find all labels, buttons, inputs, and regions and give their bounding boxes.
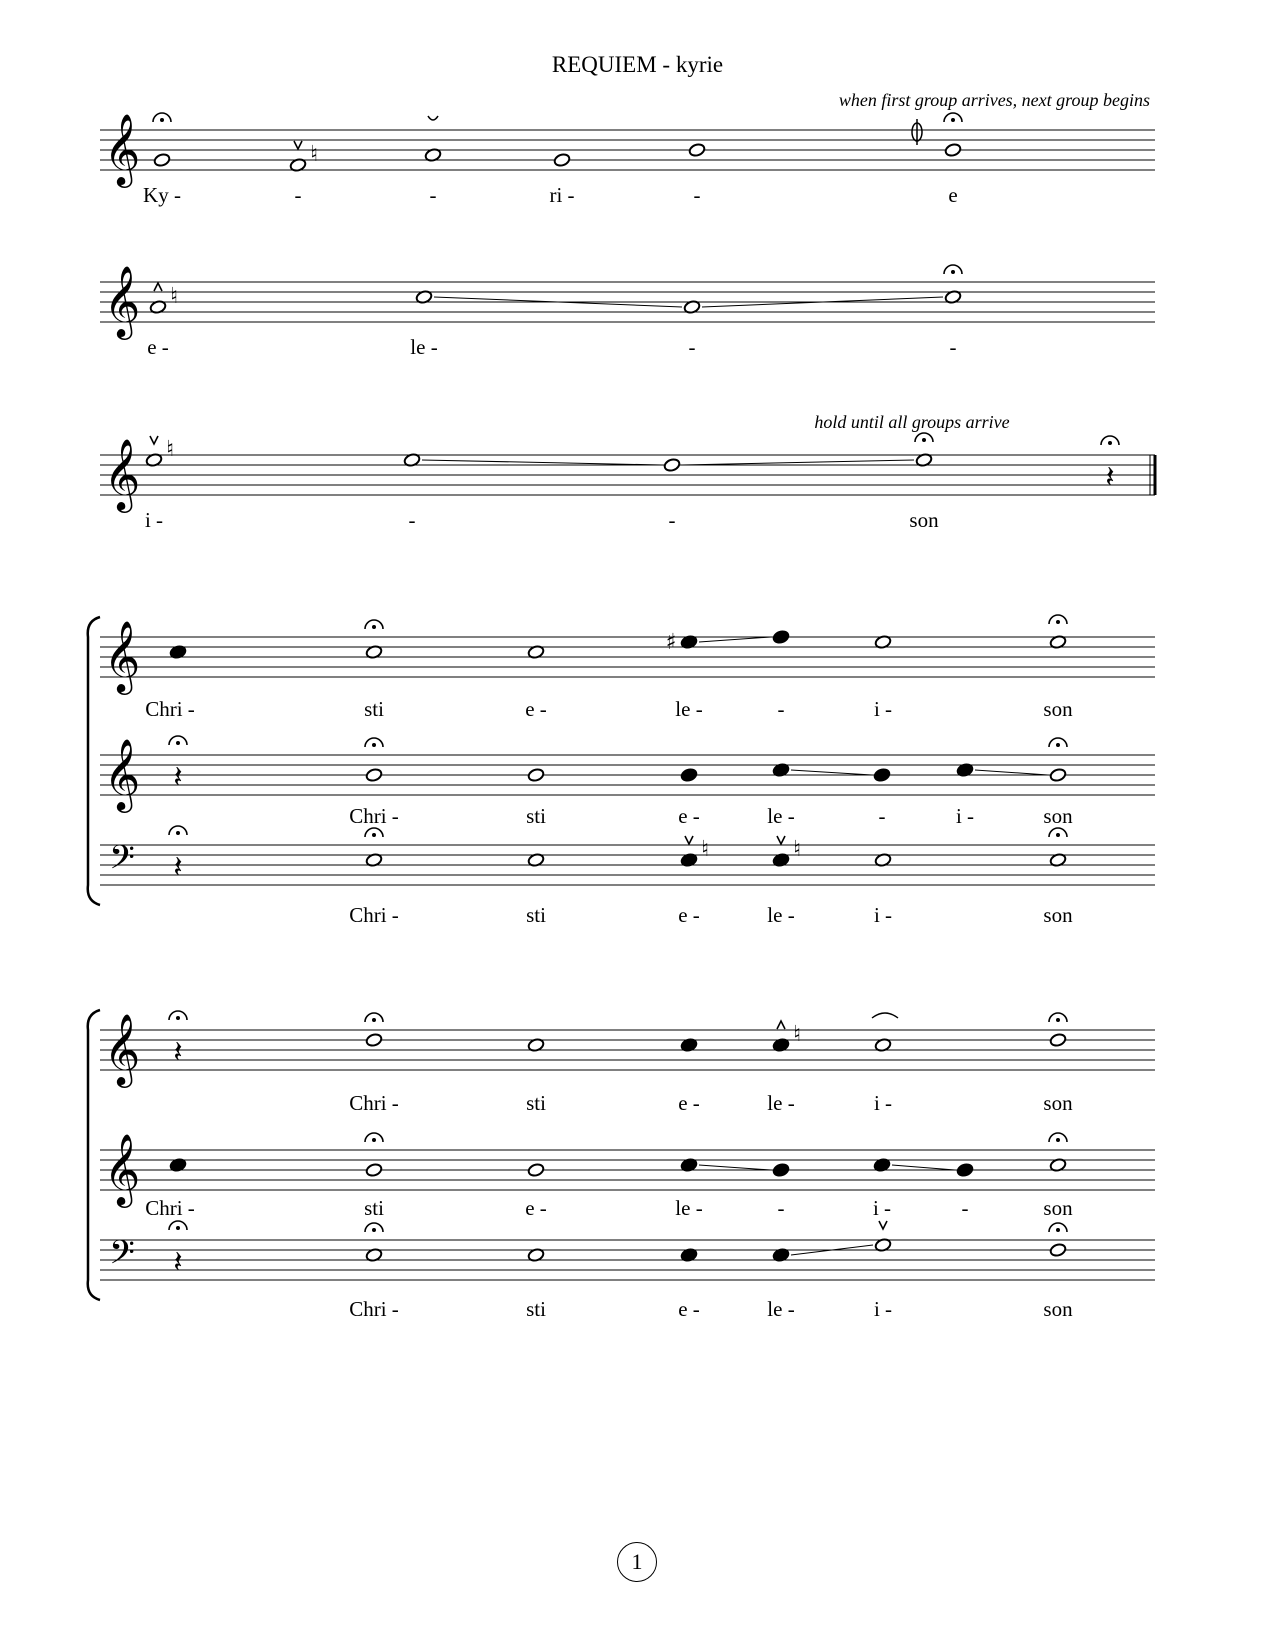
half-note <box>527 768 545 783</box>
lyric-syllable: - <box>878 804 886 828</box>
lyric-syllable: son <box>1043 1196 1073 1220</box>
fermata-icon <box>944 265 962 274</box>
staff <box>100 1221 1155 1321</box>
staff <box>100 736 1155 828</box>
quarter-note <box>772 1021 801 1052</box>
half-note <box>145 436 174 467</box>
quarter-note <box>680 836 709 867</box>
v-mark-icon <box>879 1221 887 1229</box>
glissando-line <box>699 1165 771 1170</box>
rest-icon: 𝄽 <box>173 760 183 795</box>
fermata-icon <box>365 620 383 629</box>
fermata-icon <box>1049 828 1067 837</box>
lyric-syllable: son <box>1043 1297 1073 1321</box>
fermata-icon <box>169 826 187 835</box>
fermata-icon <box>153 113 171 122</box>
fermata-icon <box>1049 1013 1067 1022</box>
quarter-note <box>772 836 801 867</box>
natural-icon: ♮ <box>793 837 801 862</box>
lyric-syllable: sti <box>526 804 546 828</box>
half-note <box>1049 615 1067 649</box>
notehead <box>772 630 790 645</box>
lyric-syllable: son <box>1043 804 1073 828</box>
lyric-syllable: e - <box>678 1091 700 1115</box>
fermata-icon <box>1049 615 1067 624</box>
half-note <box>688 143 706 158</box>
lyric-syllable: - <box>949 335 957 359</box>
lyric-syllable: i - <box>873 1297 893 1321</box>
system-bracket <box>88 617 100 905</box>
treble-clef-icon: 𝄞 <box>103 112 141 185</box>
half-note <box>663 458 681 473</box>
notehead <box>365 1163 383 1178</box>
lyric-syllable: i - <box>955 804 975 828</box>
fermata-icon <box>915 433 933 442</box>
v-mark-icon <box>294 141 302 149</box>
lyric-syllable: son <box>909 508 939 532</box>
lyric-syllable: e - <box>678 804 700 828</box>
notehead <box>153 153 171 168</box>
lyric-syllable: - <box>688 335 696 359</box>
fermata-icon <box>169 736 187 745</box>
half-note <box>1049 828 1067 867</box>
score-title: REQUIEM - kyrie <box>551 52 724 77</box>
caret-mark-icon <box>154 283 162 291</box>
lyric-syllable: Chri - <box>145 1196 195 1220</box>
fermata-icon <box>365 1223 383 1232</box>
breath-mark-icon <box>428 116 438 120</box>
system-christe-system-1 <box>88 615 1155 927</box>
lyric-syllable: le - <box>767 903 795 927</box>
bass-clef-icon: 𝄢 <box>109 1234 135 1280</box>
lyric-syllable: le - <box>767 1297 795 1321</box>
v-mark-icon <box>777 836 785 844</box>
quarter-note <box>873 768 891 783</box>
fermata-icon <box>1049 1133 1067 1142</box>
lyric-syllable: sti <box>364 1196 384 1220</box>
system-kyrie-line-1 <box>100 112 1155 207</box>
half-note <box>915 433 933 467</box>
lyric-syllable: le - <box>410 335 438 359</box>
lyric-syllable: i - <box>873 903 893 927</box>
half-note <box>912 113 962 157</box>
half-note <box>424 116 442 162</box>
caret-mark-icon <box>777 1021 785 1029</box>
half-note <box>289 141 318 172</box>
half-note <box>365 1133 383 1177</box>
lyric-syllable: - <box>408 508 416 532</box>
staff <box>100 112 1155 207</box>
lyric-syllable: e - <box>147 335 169 359</box>
natural-icon: ♮ <box>170 284 178 309</box>
half-note <box>365 828 383 867</box>
lyric-syllable: son <box>1043 697 1073 721</box>
glissando-line <box>892 1165 955 1170</box>
fermata-icon <box>1049 738 1067 747</box>
lyric-syllable: ri - <box>549 183 575 207</box>
cue-symbol-icon <box>912 119 922 145</box>
lyric-syllable: - <box>429 183 437 207</box>
half-note <box>365 1223 383 1262</box>
rest-icon: 𝄽 <box>173 850 183 885</box>
lyric-syllable: le - <box>767 804 795 828</box>
lyric-syllable: Chri - <box>349 1091 399 1115</box>
sharp-icon: ♯ <box>665 630 677 655</box>
treble-clef-icon: 𝄞 <box>103 1132 141 1205</box>
lyric-syllable: son <box>1043 1091 1073 1115</box>
lyric-syllable: le - <box>675 1196 703 1220</box>
bass-clef-icon: 𝄢 <box>109 839 135 885</box>
glissando-line <box>422 460 662 465</box>
notehead <box>527 1163 545 1178</box>
rest-icon: 𝄽 <box>173 1245 183 1280</box>
tie-mark <box>872 1013 898 1018</box>
quarter-note <box>772 630 790 645</box>
staff <box>100 1011 1155 1115</box>
rest-icon: 𝄽 <box>1105 460 1115 495</box>
lyric-syllable: Chri - <box>349 1297 399 1321</box>
notehead <box>956 1163 974 1178</box>
lyric-syllable: i - <box>872 1196 892 1220</box>
staff <box>100 1132 1155 1220</box>
notehead <box>772 1163 790 1178</box>
fermata-icon <box>169 1011 187 1020</box>
lyric-syllable: e <box>948 183 958 207</box>
notehead <box>680 768 698 783</box>
notehead <box>365 768 383 783</box>
half-note <box>874 1221 892 1252</box>
half-note <box>149 283 178 314</box>
lyric-syllable: Chri - <box>349 903 399 927</box>
lyric-syllable: e - <box>678 1297 700 1321</box>
direction-hold: hold until all groups arrive <box>814 412 1010 432</box>
fermata-icon <box>365 1013 383 1022</box>
half-note <box>1049 738 1067 782</box>
notehead <box>1049 768 1067 783</box>
notehead <box>873 768 891 783</box>
half-note <box>365 620 383 659</box>
staff <box>100 433 1155 532</box>
lyric-syllable: - <box>961 1196 969 1220</box>
lyric-syllable: e - <box>678 903 700 927</box>
lyric-syllable: e - <box>525 697 547 721</box>
direction-first-group: when first group arrives, next group begins <box>838 90 1150 110</box>
v-mark-icon <box>150 436 158 444</box>
fermata-icon <box>1049 1223 1067 1232</box>
glissando-line <box>699 637 771 642</box>
fermata-icon <box>365 1133 383 1142</box>
lyric-syllable: Chri - <box>349 804 399 828</box>
fermata-icon <box>944 113 962 122</box>
lyric-syllable: sti <box>364 697 384 721</box>
glissando-line <box>791 770 872 775</box>
system-kyrie-line-2 <box>100 264 1155 359</box>
lyric-syllable: i - <box>873 1091 893 1115</box>
glissando-line <box>975 770 1048 775</box>
lyric-syllable: sti <box>526 1297 546 1321</box>
staff <box>100 264 1155 359</box>
treble-clef-icon: 𝄞 <box>103 437 141 510</box>
natural-icon: ♮ <box>310 142 318 167</box>
rest-icon: 𝄽 <box>173 1035 183 1070</box>
treble-clef-icon: 𝄞 <box>103 737 141 810</box>
fermata-icon <box>365 828 383 837</box>
lyric-syllable: le - <box>767 1091 795 1115</box>
system-bracket <box>88 1010 100 1300</box>
staff <box>100 826 1155 927</box>
fermata-icon <box>169 1221 187 1230</box>
treble-clef-icon: 𝄞 <box>103 1012 141 1085</box>
natural-icon: ♮ <box>701 837 709 862</box>
notehead <box>527 768 545 783</box>
lyric-syllable: Ky - <box>143 183 181 207</box>
lyric-syllable: - <box>777 697 785 721</box>
lyric-syllable: son <box>1043 903 1073 927</box>
system-christe-system-2 <box>88 1010 1155 1321</box>
half-note <box>365 738 383 782</box>
fermata-icon <box>365 738 383 747</box>
lyric-syllable: - <box>294 183 302 207</box>
half-note <box>1049 1133 1067 1172</box>
lyric-syllable: sti <box>526 903 546 927</box>
notehead <box>688 143 706 158</box>
half-note <box>553 153 571 168</box>
lyric-syllable: - <box>668 508 676 532</box>
lyric-syllable: i - <box>873 697 893 721</box>
lyric-syllable: Chri - <box>145 697 195 721</box>
treble-clef-icon: 𝄞 <box>103 264 141 337</box>
v-mark-icon <box>685 836 693 844</box>
system-kyrie-line-3 <box>100 433 1155 532</box>
half-note <box>527 1163 545 1178</box>
notehead <box>663 458 681 473</box>
fermata-icon <box>1101 436 1119 445</box>
lyric-syllable: - <box>777 1196 785 1220</box>
quarter-note <box>666 630 698 655</box>
treble-clef-icon: 𝄞 <box>103 619 141 692</box>
notehead <box>1049 1033 1067 1048</box>
lyric-syllable: le - <box>675 697 703 721</box>
natural-icon: ♮ <box>793 1022 801 1047</box>
notehead <box>365 1033 383 1048</box>
page-number: 1 <box>617 1542 657 1582</box>
lyric-syllable: e - <box>525 1196 547 1220</box>
notehead <box>944 143 962 158</box>
notehead <box>553 153 571 168</box>
half-note <box>944 265 962 304</box>
staff <box>100 615 1155 721</box>
quarter-note <box>680 768 698 783</box>
lyric-syllable: - <box>693 183 701 207</box>
natural-icon: ♮ <box>166 437 174 462</box>
lyric-syllable: sti <box>526 1091 546 1115</box>
quarter-note <box>772 1163 790 1178</box>
notehead <box>1049 1243 1067 1258</box>
glissando-line <box>682 460 914 465</box>
lyric-syllable: i - <box>144 508 164 532</box>
quarter-note <box>956 1163 974 1178</box>
